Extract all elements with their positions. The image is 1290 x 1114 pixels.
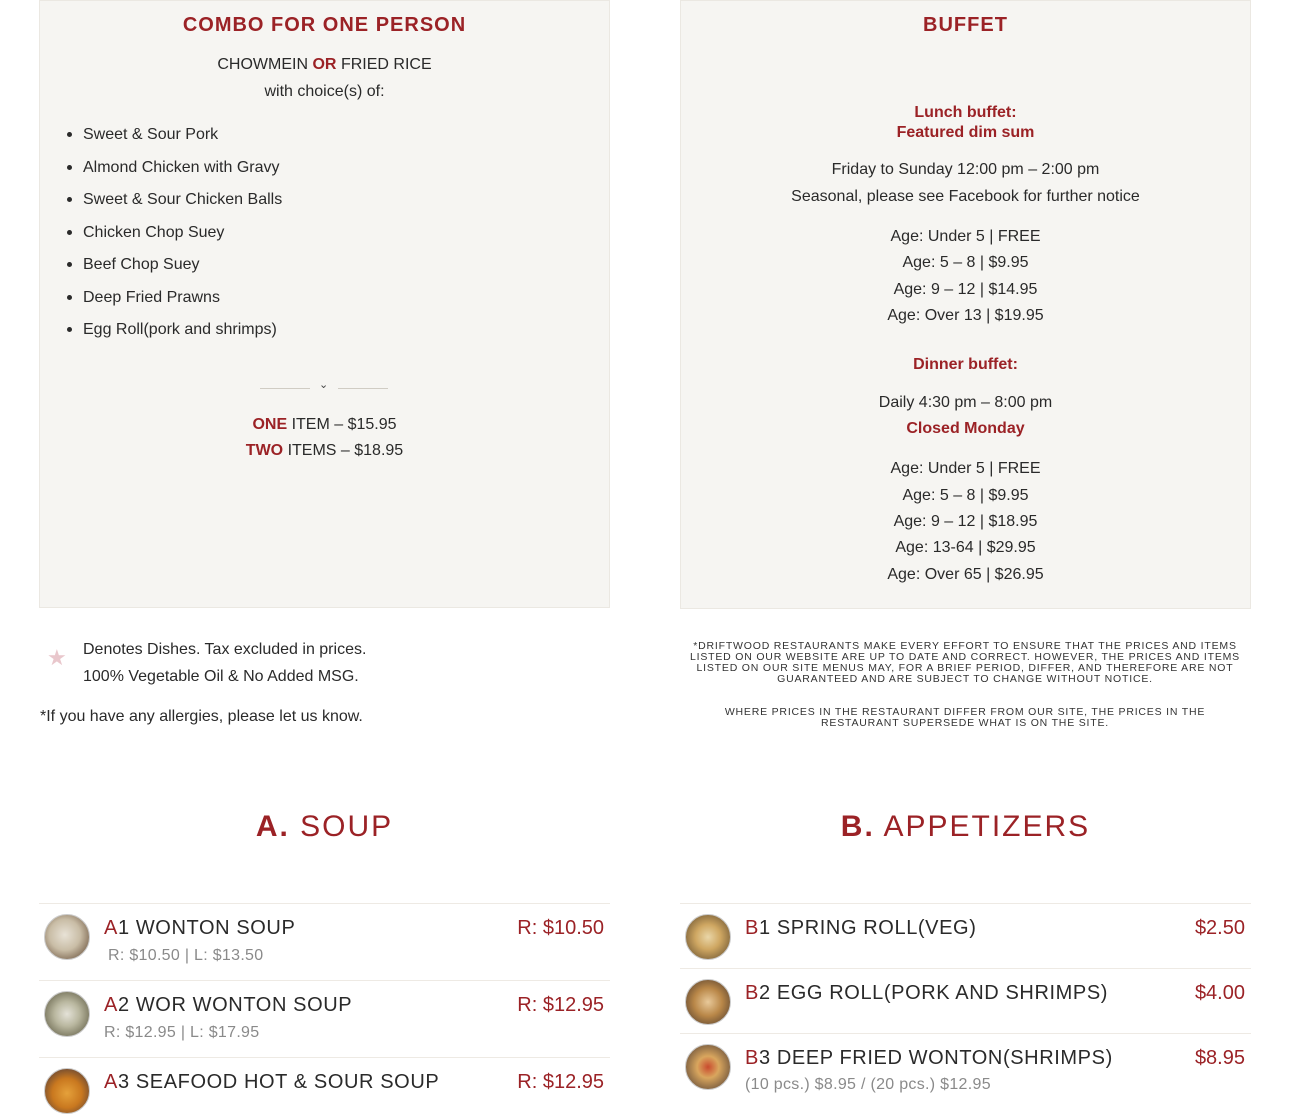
combo-item-list [83,121,282,349]
combo-price-one-text: ITEM – $15.95 [291,416,397,433]
dish-thumbnail [44,914,90,960]
menu-item-a2[interactable] [39,980,610,1057]
lunch-price: Age: 5 – 8 | $9.95 [902,254,1029,271]
combo-title: COMBO FOR ONE PERSON [182,14,467,36]
divider-line-right [338,388,388,389]
section-name: SOUP [300,810,394,843]
list-item: Sweet & Sour Chicken Balls [83,186,282,219]
lunch-price: Age: 9 – 12 | $14.95 [893,281,1038,298]
menu-item-price: $4.00 [1194,982,1245,1004]
section-title-appetizers [680,810,1251,844]
section-letter: B. [840,810,875,843]
list-item: Deep Fried Prawns [83,284,282,317]
menu-item-name [104,994,352,1017]
combo-choice-line [40,56,609,74]
menu-item-price: R: $10.50 [517,917,604,939]
menu-item-code: B [745,1047,759,1069]
menu-item-a3[interactable] [39,1057,610,1094]
lunch-subheading: Featured dim sum [896,124,1035,141]
lunch-heading: Lunch buffet: [914,104,1017,121]
menu-item-code: A [104,1071,118,1093]
menu-item-price: R: $12.95 [517,1071,604,1093]
list-item: Beef Chop Suey [83,251,282,284]
menu-item-price: $8.95 [1194,1047,1245,1069]
combo-price-two-label: TWO [245,442,284,459]
menu-item-price: $2.50 [1194,917,1245,939]
menu-item-code: B [745,917,759,939]
list-item: Chicken Chop Suey [83,219,282,252]
section-letter: A. [255,810,290,843]
menu-item-name [745,1047,1113,1070]
list-item: Sweet & Sour Pork [83,121,282,154]
combo-price-two-text: ITEMS – $18.95 [287,442,404,459]
menu-item-title: 2 EGG ROLL(PORK AND SHRIMPS) [758,982,1109,1004]
section-title-soup [39,810,610,844]
list-item: Egg Roll(pork and shrimps) [83,316,282,349]
menu-item-name [104,917,295,940]
combo-choice-sub: with choice(s) of: [264,83,385,100]
menu-item-b2[interactable] [680,968,1251,1033]
dinner-hours: Daily 4:30 pm – 8:00 pm [878,394,1053,411]
menu-item-code: A [104,917,118,939]
menu-item-name [745,917,976,940]
dinner-heading: Dinner buffet: [913,356,1018,373]
menu-item-title: 1 WONTON SOUP [117,917,296,939]
menu-item-name [745,982,1108,1005]
dinner-price: Age: 13-64 | $29.95 [895,539,1036,556]
dish-thumbnail [685,1044,731,1090]
combo-price-two [40,442,609,460]
menu-item-name [104,1071,439,1094]
star-note-line-2: 100% Vegetable Oil & No Added MSG. [83,668,359,685]
dish-thumbnail [685,914,731,960]
dish-thumbnail [685,979,731,1025]
dinner-price: Age: 5 – 8 | $9.95 [902,487,1029,504]
menu-item-a1[interactable] [39,903,610,980]
disclaimer-text-2: WHERE PRICES IN THE RESTAURANT DIFFER FROM OUR SITE, THE PRICES IN THE RESTAURANT SUPERSEDE WHAT IS ON THE SITE. [724,706,1206,729]
menu-item-code: B [745,982,759,1004]
lunch-price: Age: Under 5 | FREE [890,228,1041,245]
lunch-price: Age: Over 13 | $19.95 [887,307,1044,324]
combo-choice-or: OR [312,56,337,73]
star-icon: ★ [47,645,67,670]
buffet-panel [680,0,1251,609]
lunch-hours: Friday to Sunday 12:00 pm – 2:00 pm [831,161,1100,178]
lunch-note: Seasonal, please see Facebook for further notice [791,188,1140,205]
dinner-price: Age: 9 – 12 | $18.95 [893,513,1038,530]
menu-item-sub: R: $12.95 | L: $17.95 [104,1024,260,1041]
menu-item-sub: (10 pcs.) $8.95 / (20 pcs.) $12.95 [745,1076,991,1093]
allergy-note: *If you have any allergies, please let us know. [40,708,363,725]
dinner-price: Age: Under 5 | FREE [890,460,1041,477]
dish-thumbnail [44,1068,90,1114]
combo-price-one-label: ONE [252,416,288,433]
menu-item-sub: R: $10.50 | L: $13.50 [108,947,264,964]
disclaimer-text: *DRIFTWOOD RESTAURANTS MAKE EVERY EFFORT TO ENSURE THAT THE PRICES AND ITEMS LISTED ON OUR WEBSITE ARE UP TO DATE AND CORRECT. HOWEVER, THE PRICES AND ITEMS LISTED ON OUR SITE MENUS MAY, FOR A BRIEF PERIOD, DIFFER, AND THEREFORE ARE NOT GUARANTEED AND ARE SUBJECT TO CHANGE WITHOUT NOTICE. [690,640,1240,685]
menu-item-title: 3 SEAFOOD HOT & SOUR SOUP [117,1071,440,1093]
menu-item-title: 3 DEEP FRIED WONTON(SHRIMPS) [758,1047,1113,1069]
buffet-title: BUFFET [923,14,1008,36]
divider [260,379,390,394]
dish-thumbnail [44,991,90,1037]
menu-item-code: A [104,994,118,1016]
menu-item-title: 2 WOR WONTON SOUP [117,994,353,1016]
menu-item-b1[interactable] [680,903,1251,968]
menu-item-b3[interactable] [680,1033,1251,1094]
combo-choice-left: CHOWMEIN [217,56,309,73]
star-note-line-1: Denotes Dishes. Tax excluded in prices. [83,641,367,658]
divider-line-left [260,388,310,389]
combo-choice-right: FRIED RICE [340,56,432,73]
chevron-down-icon: ⌄ [319,379,329,391]
menu-item-title: 1 SPRING ROLL(VEG) [758,917,977,939]
combo-price-one [40,416,609,434]
list-item: Almond Chicken with Gravy [83,154,282,187]
combo-panel [39,0,610,608]
dinner-closed: Closed Monday [906,420,1025,437]
section-name: APPETIZERS [883,810,1091,843]
dinner-price: Age: Over 65 | $26.95 [887,566,1044,583]
menu-item-price: R: $12.95 [517,994,604,1016]
